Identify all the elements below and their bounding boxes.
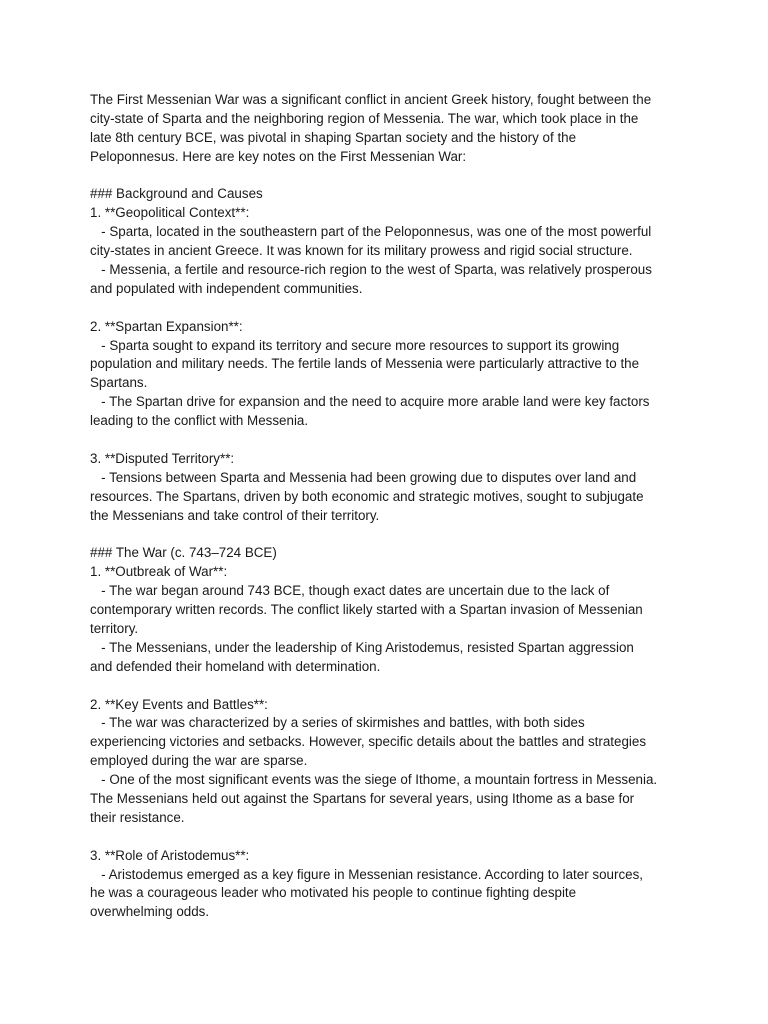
text-line: Peloponnesus. Here are key notes on the First Messenian War: (90, 148, 467, 164)
section-heading: ### The War (c. 743–724 BCE) (90, 545, 277, 561)
text-line: - The Spartan drive for expansion and the need to acquire more arable land were key factors (90, 394, 650, 410)
list-item (90, 318, 690, 431)
text-line: employed during the war are sparse. (90, 753, 308, 769)
text-line: he was a courageous leader who motivated his people to continue fighting despite (90, 885, 577, 901)
intro-paragraph (90, 91, 690, 167)
text-line: city-state of Sparta and the neighboring region of Messenia. The war, which took place in the (90, 110, 639, 126)
item-title: 1. **Geopolitical Context**: (90, 205, 250, 221)
text-line: - Messenia, a fertile and resource-rich region to the west of Sparta, was relatively prosperous (90, 262, 652, 278)
item-title: 3. **Role of Aristodemus**: (90, 847, 250, 863)
spacer (90, 167, 690, 186)
text-line: - The war began around 743 BCE, though exact dates are uncertain due to the lack of (90, 583, 610, 599)
spacer (90, 525, 690, 544)
item-title: 2. **Spartan Expansion**: (90, 318, 243, 334)
text-line: - Sparta, located in the southeastern part of the Peloponnesus, was one of the most powerful (90, 224, 652, 240)
text-line: - One of the most significant events was the siege of Ithome, a mountain fortress in Messenia. (90, 772, 658, 788)
text-line: The Messenians held out against the Spartans for several years, using Ithome as a base for (90, 790, 635, 806)
list-item (90, 204, 690, 298)
text-line: population and military needs. The fertile lands of Messenia were particularly attractive to the (90, 356, 640, 372)
document-page (90, 91, 690, 922)
item-title: 2. **Key Events and Battles**: (90, 696, 268, 712)
spacer (90, 431, 690, 450)
text-line: resources. The Spartans, driven by both economic and strategic motives, sought to subjugate (90, 488, 644, 504)
text-line: experiencing victories and setbacks. However, specific details about the battles and strategies (90, 734, 647, 750)
text-line: - Sparta sought to expand its territory and secure more resources to support its growing (90, 337, 620, 353)
text-line: - The war was characterized by a series of skirmishes and battles, with both sides (90, 715, 585, 731)
list-item (90, 450, 690, 526)
text-line: late 8th century BCE, was pivotal in shaping Spartan society and the history of the (90, 129, 577, 145)
text-line: - Aristodemus emerged as a key figure in Messenian resistance. According to later sources, (90, 866, 643, 882)
text-line: - The Messenians, under the leadership of King Aristodemus, resisted Spartan aggression (90, 639, 634, 655)
section-heading: ### Background and Causes (90, 186, 263, 202)
spacer (90, 677, 690, 696)
item-title: 3. **Disputed Territory**: (90, 450, 235, 466)
section-the-war (90, 544, 690, 922)
list-item (90, 696, 690, 828)
text-line: their resistance. (90, 809, 185, 825)
text-line: overwhelming odds. (90, 904, 210, 920)
list-item (90, 847, 690, 923)
text-line: and defended their homeland with determination. (90, 658, 381, 674)
spacer (90, 299, 690, 318)
text-line: the Messenians and take control of their territory. (90, 507, 380, 523)
text-line: The First Messenian War was a significant conflict in ancient Greek history, fought between the (90, 92, 652, 107)
text-line: city-states in ancient Greece. It was known for its military prowess and rigid social structure. (90, 243, 633, 259)
text-line: and populated with independent communities. (90, 280, 363, 296)
text-line: Spartans. (90, 375, 148, 391)
text-line: contemporary written records. The conflict likely started with a Spartan invasion of Messenian (90, 602, 643, 618)
item-title: 1. **Outbreak of War**: (90, 564, 228, 580)
spacer (90, 828, 690, 847)
section-background-causes (90, 185, 690, 525)
text-line: territory. (90, 620, 139, 636)
list-item (90, 563, 690, 676)
text-line: - Tensions between Sparta and Messenia had been growing due to disputes over land and (90, 469, 637, 485)
text-line: leading to the conflict with Messenia. (90, 413, 309, 429)
